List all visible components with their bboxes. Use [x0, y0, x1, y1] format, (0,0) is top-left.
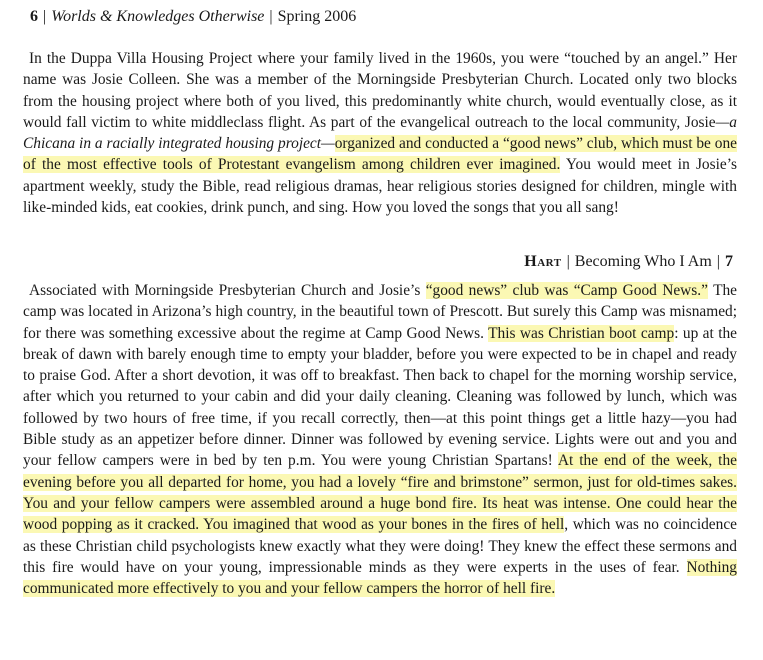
running-head-right: [524, 253, 733, 271]
highlighted-text: organized and conducted a “good news” club, which must be one of the most effective tools of Protestant evangelism among children ever imagined.: [23, 135, 737, 174]
header-separator: |: [716, 253, 720, 270]
header-separator: |: [566, 253, 570, 270]
text-run: You would meet in Josie’s apartment weekly, study the Bible, read religious dramas, hear religious stories designed for children, mingle with like-minded kids, eat cookies, drink punch, and sing. How you loved the songs that you all sang!: [23, 156, 737, 217]
text-run: Associated with Morningside Presbyterian Church and Josie’s: [29, 282, 426, 299]
body-paragraph: [23, 280, 737, 599]
page-number: 7: [725, 253, 733, 270]
text-run: In the Duppa Villa Housing Project where your family lived in the 1960s, you were “touched by an angel.” Her name was Josie Colleen. She was a member of the Morningside Presbyterian Church. Located only two blocks from the housing project where both of you lived, this predominantly white church, would eventually close, as it would fall victim to white middleclass flight. As part of the evangelical outreach to the local community, Josie: [23, 50, 737, 131]
journal-issue: Spring 2006: [277, 8, 357, 25]
highlighted-text: “good news” club was “Camp Good News.”: [425, 282, 708, 299]
body-paragraph: [23, 48, 737, 218]
header-separator: |: [269, 8, 273, 25]
text-run: , which was no coincidence as these Christian child psychologists knew exactly what they were doing! They knew the effect these sermons and this fire would have on your young, impressionable minds as they were experts in the uses of fear.: [23, 516, 737, 576]
page-number: 6: [30, 8, 38, 25]
text-run: The camp was located in Arizona’s high country, in the beautiful town of Prescott. But surely this Camp was misnamed; for there was something excessive about the regime at Camp Good News.: [23, 282, 737, 342]
author-name: Hart: [524, 253, 562, 270]
running-head-left: [30, 8, 356, 26]
page-7: [0, 245, 763, 660]
highlighted-text: Nothing communicated more effectively to you and your fellow campers the horror of hell fire.: [23, 558, 737, 598]
highlighted-text: At the end of the week, the evening before you all departed for home, you had a lovely “fire and brimstone” sermon, just for old-times sakes. You and your fellow campers were assembled around a huge bond fire. Its heat was intense. One could hear the wood popping as it cracked. You imagined that wood as your bones in the fires of hell: [23, 452, 737, 534]
text-run: : up at the break of dawn with barely enough time to empty your bladder, before you were expected to be in chapel and ready to praise God. After a short devotion, it was off to breakfast. Then back to chapel for the morning worship service, after which you returned to your cabin and did your daily cleaning. Cleaning was followed by lunch, which was followed by two hours of free time, if you recall correctly, then—at this point things get a little hazy—you had Bible study as an appetizer before dinner. Dinner was followed by evening service. Lights were out and you and your fellow campers were in bed by ten p.m. You were young Christian Spartans!: [23, 324, 738, 470]
italic-text-run: —a Chicana in a racially integrated housing project—: [23, 113, 737, 153]
article-title: Becoming Who I Am: [574, 253, 712, 270]
highlighted-text: This was Christian boot camp: [488, 324, 675, 342]
page-6: [0, 0, 763, 240]
journal-title: Worlds & Knowledges Otherwise: [51, 8, 265, 25]
header-separator: |: [43, 8, 47, 25]
